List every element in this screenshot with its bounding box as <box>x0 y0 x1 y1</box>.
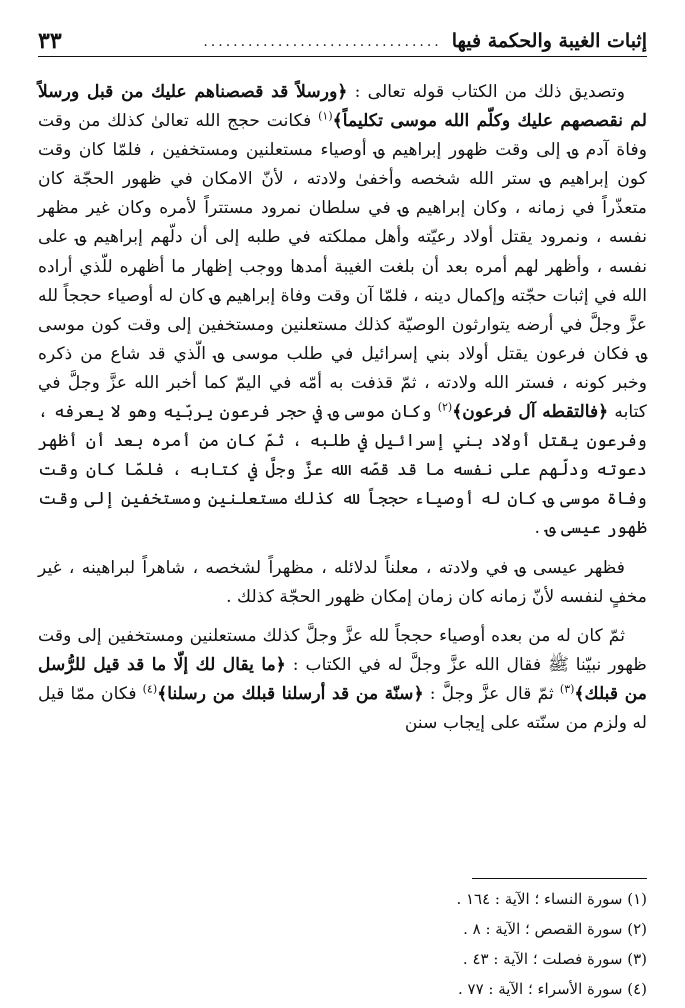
footnote: (١) سورة النساء ؛ الآية : ١٦٤ . <box>456 890 647 908</box>
body-text <box>38 78 647 748</box>
chapter-title: إثبات الغيبة والحكمة فيها <box>451 30 647 52</box>
paragraph-text: ثمّ قال عزَّ وجلَّ : <box>423 683 560 704</box>
running-header <box>38 22 647 57</box>
footnote-ref: (١) <box>318 109 333 123</box>
quran-verse: ﴿سنّة من قد أرسلنا قبلك من رسلنا﴾ <box>157 683 424 704</box>
footnote-ref: (٢) <box>437 400 453 414</box>
header-dot-leader: ................................ <box>203 34 442 50</box>
footnote-ref: (٣) <box>559 682 575 696</box>
footnotes-list <box>38 884 647 1004</box>
footnote-ref: (٤) <box>142 682 158 696</box>
quran-verse: ﴿فالتقطه آل فرعون﴾ <box>452 402 609 423</box>
footnote: (٤) سورة الأسراء ؛ الآية : ٧٧ . <box>457 980 647 998</box>
footnote-divider <box>472 878 647 879</box>
paragraph-text: وكان موسى ؈ في حجر فرعون يربّيه وهو لا يعرفه ، وفرعون يقتل أولاد بني إسرائيل في طلبه ، ثمّ كان من أمره بعد أن أظهر دعوته ودلّهم على نفسه ما قد قصّه الله عزَّ وجلَّ في كتابه ، فلمّا كان وقت وفاة موسى ؈ كان له أوصياء حججاً لله كذلك مستعلنين ومستخفين إلى وقت ظهور عيسى ؈ . <box>38 402 647 539</box>
quran-verse: ﴿ورسلاً قد قصصناهم عليك من قبل ورسلاً لم نقصصهم عليك وكلّم الله موسى تكليماً﴾ <box>38 82 647 132</box>
paragraph-text: ثمّ كان له من بعده أوصياء حججاً لله عزَّ وجلَّ كذلك مستعلنين ومستخفين إلى وقت ظهور نبيّنا ﷺ فقال الله عزَّ وجلَّ له في الكتاب : <box>38 625 647 675</box>
quran-verse: ﴿ما يقال لك إلّا ما قد قيل للرُّسل من قبلك﴾ <box>38 654 647 704</box>
paragraph-text: وتصديق ذلك من الكتاب قوله تعالى : <box>347 82 625 102</box>
paragraph-text: فكانت حجج الله تعالىٰ كذلك من وقت وفاة آدم ؈ إلى وقت ظهور إبراهيم ؈ أوصياء مستعلنين ومستخفين ، فلمّا كان وقت كون إبراهيم ؈ ستر الله شخصه وأخفىٰ ولادته ، لأنّ الامكان في ظهور الحجّة كان متعذّراً في زمانه ، وكان إبراهيم ؈ في سلطان نمرود مستتراً لأمره وكان غير مظهر نفسه ، ونمرود يقتل أولاد رعيّته وأهل مملكته في طلبه إلى أن دلّهم إبراهيم ؈ على نفسه ، وأظهر لهم أمره بعد أن بلغت الغيبة أمدها ووجب إظهار ما أظهره للّذي أراده الله في إثبات حجّته وإكمال دينه ، فلمّا آن وقت وفاة إبراهيم ؈ كان له أوصياء حججاً لله عزَّ وجلَّ في أرضه يتوارثون الوصيّة كذلك مستعلنين ومستخفين إلى وقت كون موسى ؈ فكان فرعون يقتل أولاد بني إسرائيل في طلب موسى ؈ الّذي قد شاع من ذكره وخبر كونه ، فستر الله ولادته ، ثمّ قذفت به أمّه في اليمّ كما أخبر الله عزَّ وجلَّ في كتابه <box>38 111 647 423</box>
footnote: (٣) سورة فصلت ؛ الآية : ٤٣ . <box>462 950 647 968</box>
paragraph <box>38 554 647 612</box>
paragraph-text: فكان ممّا قيل له ولزم من سنّته على إيجاب سنن <box>38 683 647 733</box>
paragraph <box>38 622 647 738</box>
page-number: ٣٣ <box>38 28 62 54</box>
paragraph-text: فظهر عيسى ؈ في ولادته ، معلناً لدلائله ، مظهراً لشخصه ، شاهراً لبراهينه ، غير مخفٍ لنفسه لأنّ زمانه كان زمان إمكان ظهور الحجّة كذلك . <box>38 557 647 607</box>
paragraph <box>38 78 647 544</box>
footnote: (٢) سورة القصص ؛ الآية : ٨ . <box>463 920 647 938</box>
